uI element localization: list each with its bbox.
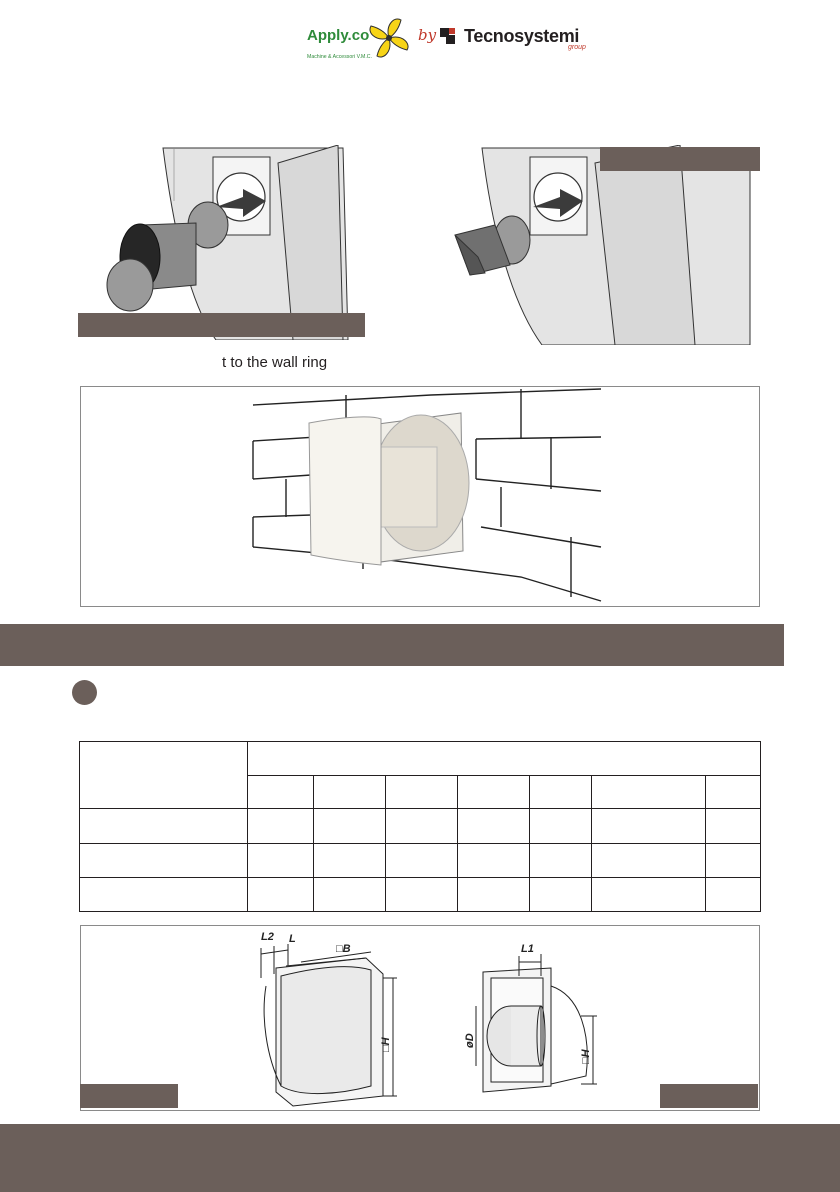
- dimension-drawing-frame: [80, 925, 760, 1111]
- table-subheader-cell: [458, 776, 530, 809]
- section-header-band: [0, 624, 784, 666]
- dimension-label-l2: L2: [261, 931, 274, 943]
- logo-connector: by: [418, 26, 437, 44]
- table-cell: [248, 843, 314, 877]
- wall-install-cowl-illustration: [450, 145, 760, 345]
- table-cell: [592, 843, 706, 877]
- drawing-label-bar-right: [660, 1084, 758, 1108]
- illustration-label-bar-right: [600, 147, 760, 171]
- dimension-label-h-right: □H: [580, 1049, 592, 1064]
- table-group-header: [248, 742, 761, 776]
- table-subheader-cell: [314, 776, 386, 809]
- dimension-label-l: L: [289, 933, 296, 945]
- tecnosystemi-logo-mark: [440, 26, 460, 46]
- table-subheader-cell: [530, 776, 592, 809]
- footer-band: [0, 1124, 840, 1192]
- table-row: [80, 877, 761, 911]
- table-corner-cell: [80, 742, 248, 809]
- table-cell: [592, 877, 706, 911]
- tecnosystemi-logo-text: Tecnosystemi: [464, 26, 580, 46]
- table-cell: [248, 877, 314, 911]
- table-subheader-cell: [706, 776, 761, 809]
- table-subheader-cell: [248, 776, 314, 809]
- table-cell: [592, 809, 706, 843]
- table-row: [80, 843, 761, 877]
- dimension-label-d: øD: [464, 1033, 476, 1048]
- tecnosystemi-logo-suffix: group: [568, 44, 586, 51]
- specification-table: [79, 741, 761, 912]
- installed-grille-illustration: [81, 387, 759, 606]
- table-cell: [386, 809, 458, 843]
- table-cell: [706, 809, 761, 843]
- drawing-label-bar-left: [80, 1084, 178, 1108]
- table-cell: [314, 877, 386, 911]
- table-cell: [706, 877, 761, 911]
- applyco-logo-mark: [305, 12, 415, 70]
- applyco-logo-text: Apply.co: [307, 27, 370, 44]
- table-header-row: [80, 742, 761, 776]
- illustration-label-bar-left: [78, 313, 365, 337]
- applyco-logo: [305, 12, 415, 70]
- table-cell: [458, 877, 530, 911]
- table-subheader-cell: [386, 776, 458, 809]
- table-cell: [80, 843, 248, 877]
- table-cell: [386, 843, 458, 877]
- illustration-caption: t to the wall ring: [222, 354, 328, 371]
- table-cell: [530, 809, 592, 843]
- table-cell: [314, 809, 386, 843]
- wall-install-filter-illustration: [78, 145, 368, 340]
- table-cell: [706, 843, 761, 877]
- step-number-bullet: [72, 680, 97, 705]
- table-cell: [80, 809, 248, 843]
- table-subheader-cell: [592, 776, 706, 809]
- dimension-label-h-left: □H: [380, 1037, 392, 1052]
- table-cell: [458, 809, 530, 843]
- table-cell: [458, 843, 530, 877]
- dimension-drawing-illustration: [81, 926, 759, 1110]
- table-cell: [530, 843, 592, 877]
- table-cell: [314, 843, 386, 877]
- table-cell: [386, 877, 458, 911]
- installed-grille-frame: [80, 386, 760, 607]
- table-row: [80, 809, 761, 843]
- dimension-label-l1: L1: [521, 943, 534, 955]
- table-cell: [530, 877, 592, 911]
- dimension-label-b: □B: [336, 943, 351, 955]
- table-cell: [80, 877, 248, 911]
- table-cell: [248, 809, 314, 843]
- applyco-tagline: Machine & Accessori V.M.C.: [307, 54, 372, 60]
